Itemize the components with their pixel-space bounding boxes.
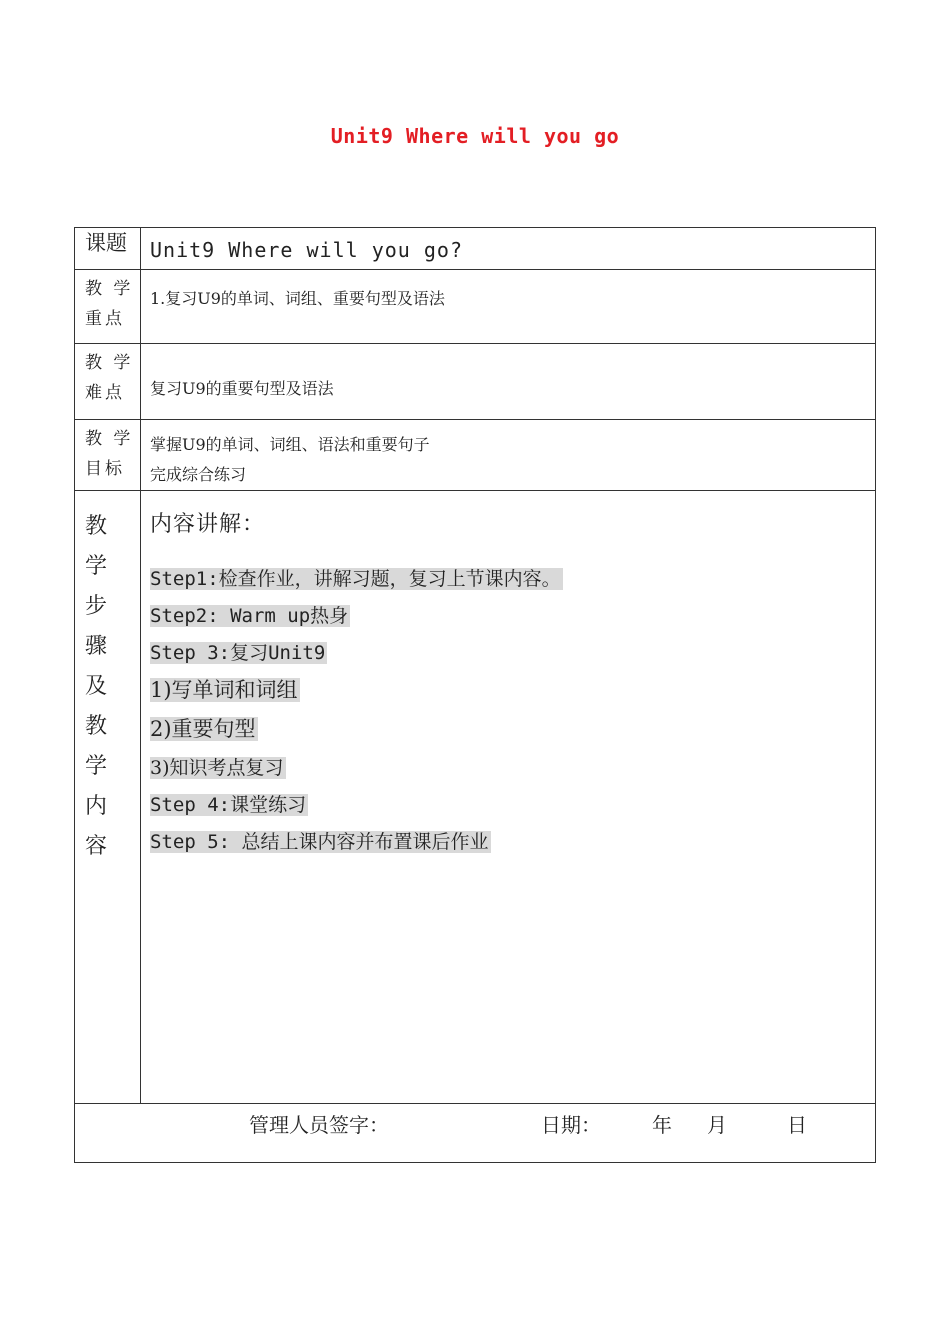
step-text: Step1:检查作业，讲解习题，复习上节课内容。 [150, 568, 561, 590]
document-title: Unit9 Where will you go [330, 124, 620, 148]
content-heading: 内容讲解： [150, 512, 266, 537]
step-item [150, 828, 875, 856]
objectives-line-1: 掌握U9的单词、词组、语法和重要句子 [150, 435, 430, 454]
key-points-label-cell [75, 270, 141, 344]
difficulties-label-line2: 难点 [85, 383, 125, 403]
step-item [150, 715, 875, 743]
topic-label-cell [75, 228, 141, 270]
key-points-value: 1.复习U9的单词、词组、重要句型及语法 [150, 289, 445, 308]
procedure-label-char: 教 [85, 514, 108, 539]
topic-row [75, 228, 876, 270]
step-item [150, 565, 875, 593]
step-text: Step 5: 总结上课内容并布置课后作业 [150, 831, 489, 853]
difficulties-value-cell [141, 344, 876, 420]
key-points-label-line1: 教 学 [85, 279, 134, 299]
step-item [150, 754, 875, 782]
year-label: 年 [652, 1113, 672, 1137]
step-text: 2)重要句型 [150, 717, 256, 741]
procedure-label-char: 步 [85, 594, 108, 619]
objectives-label-line2: 目标 [85, 459, 125, 479]
key-points-label-line2: 重点 [85, 309, 125, 329]
difficulties-value: 复习U9的重要句型及语法 [150, 379, 334, 398]
day-label: 日 [787, 1113, 807, 1137]
procedure-label-cell [75, 491, 141, 1104]
key-points-row [75, 270, 876, 344]
objectives-label-line1: 教 学 [85, 429, 134, 449]
date-label: 日期： [541, 1113, 601, 1137]
month-label: 月 [707, 1113, 727, 1137]
procedure-label-char: 学 [85, 554, 108, 579]
procedure-vertical-label [75, 491, 140, 867]
step-text: Step 3:复习Unit9 [150, 642, 326, 664]
difficulties-row [75, 344, 876, 420]
step-text: Step2: Warm up热身 [150, 605, 349, 627]
procedure-label-char: 学 [85, 754, 108, 779]
topic-label: 课题 [85, 231, 127, 255]
step-text: 3)知识考点复习 [150, 757, 284, 779]
signature-label: 管理人员签字： [249, 1113, 389, 1137]
objectives-line-2: 完成综合练习 [150, 465, 247, 484]
objectives-label-cell [75, 420, 141, 491]
procedure-content-cell [141, 491, 876, 1104]
step-item [150, 602, 875, 630]
procedure-row [75, 491, 876, 1104]
step-text: Step 4:课堂练习 [150, 794, 307, 816]
signature-footer [75, 1104, 875, 1162]
procedure-steps [141, 491, 875, 856]
step-item [150, 791, 875, 819]
lesson-plan-table [74, 227, 876, 1163]
footer-row [75, 1104, 876, 1163]
key-points-value-cell [141, 270, 876, 344]
step-item [150, 676, 875, 704]
difficulties-label-line1: 教 学 [85, 353, 134, 373]
difficulties-label-cell [75, 344, 141, 420]
procedure-label-char: 教 [85, 714, 108, 739]
step-item [150, 639, 875, 667]
procedure-label-char: 内 [85, 794, 108, 819]
footer-cell [75, 1104, 876, 1163]
procedure-label-char: 容 [85, 834, 108, 859]
procedure-label-char: 及 [85, 674, 108, 699]
objectives-row [75, 420, 876, 491]
topic-value-cell [141, 228, 876, 270]
objectives-value-cell [141, 420, 876, 491]
procedure-label-char: 骤 [85, 634, 108, 659]
topic-value: Unit9 Where will you go? [150, 238, 463, 262]
step-text: 1)写单词和词组 [150, 678, 298, 702]
